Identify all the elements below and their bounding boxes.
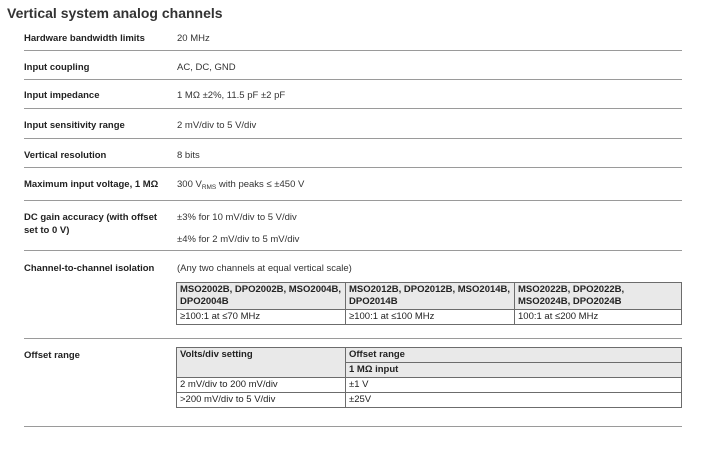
isolation-table xyxy=(176,282,682,325)
table-cell: ±25V xyxy=(346,393,682,408)
table-row xyxy=(177,310,682,325)
spec-label: Hardware bandwidth limits xyxy=(24,33,145,44)
table-row xyxy=(177,348,682,363)
spec-value: 300 $V_{RMS}$ with peaks ≤ ±450 V xyxy=(177,179,305,191)
table-header-cell: Volts/div setting xyxy=(177,348,346,378)
spec-value: 1 MΩ ±2%, 11.5 pF ±2 pF xyxy=(177,90,286,101)
table-cell: ≥100:1 at ≤100 MHz xyxy=(346,310,515,325)
spec-row-dc-gain xyxy=(24,201,682,251)
spec-row-bandwidth xyxy=(24,28,682,51)
spec-row-sensitivity xyxy=(24,109,682,139)
table-header-cell: 1 MΩ input xyxy=(346,363,682,378)
table-row xyxy=(177,283,682,310)
table-cell: ±1 V xyxy=(346,378,682,393)
table-cell: 100:1 at ≤200 MHz xyxy=(515,310,682,325)
spec-label: Input sensitivity range xyxy=(24,120,125,131)
spec-label: Input impedance xyxy=(24,90,100,101)
table-cell: ≥100:1 at ≤70 MHz xyxy=(177,310,346,325)
table-header-cell: MSO2022B, DPO2022B, MSO2024B, DPO2024B xyxy=(515,283,682,310)
section-title: Vertical system analog channels xyxy=(7,5,223,21)
spec-value: ±4% for 2 mV/div to 5 mV/div xyxy=(177,234,300,245)
spec-value: 20 MHz xyxy=(177,33,210,44)
spec-row-coupling xyxy=(24,51,682,80)
spec-value: AC, DC, GND xyxy=(177,62,236,73)
offset-table xyxy=(176,347,682,408)
table-header-cell: MSO2012B, DPO2012B, MSO2014B, DPO2014B xyxy=(346,283,515,310)
table-cell: >200 mV/div to 5 V/div xyxy=(177,393,346,408)
table-header-cell: MSO2002B, DPO2002B, MSO2004B, DPO2004B xyxy=(177,283,346,310)
spec-label: Channel-to-channel isolation xyxy=(24,263,155,274)
table-row xyxy=(177,393,682,408)
spec-label: Input coupling xyxy=(24,62,90,73)
spec-row-impedance xyxy=(24,80,682,109)
spec-value: ±3% for 10 mV/div to 5 V/div xyxy=(177,212,297,223)
spec-label: Maximum input voltage, 1 MΩ xyxy=(24,179,159,190)
spec-row-max-input xyxy=(24,168,682,201)
table-row xyxy=(177,378,682,393)
spec-label: Vertical resolution xyxy=(24,150,107,161)
spec-row-resolution xyxy=(24,139,682,168)
spec-value: 8 bits xyxy=(177,150,200,161)
spec-label: DC gain accuracy (with offset set to 0 V) xyxy=(24,212,158,236)
table-header-cell: Offset range xyxy=(346,348,682,363)
spec-label: Offset range xyxy=(24,350,80,361)
spec-value: 2 mV/div to 5 V/div xyxy=(177,120,257,131)
table-cell: 2 mV/div to 200 mV/div xyxy=(177,378,346,393)
spec-value: (Any two channels at equal vertical scale) xyxy=(177,263,352,274)
